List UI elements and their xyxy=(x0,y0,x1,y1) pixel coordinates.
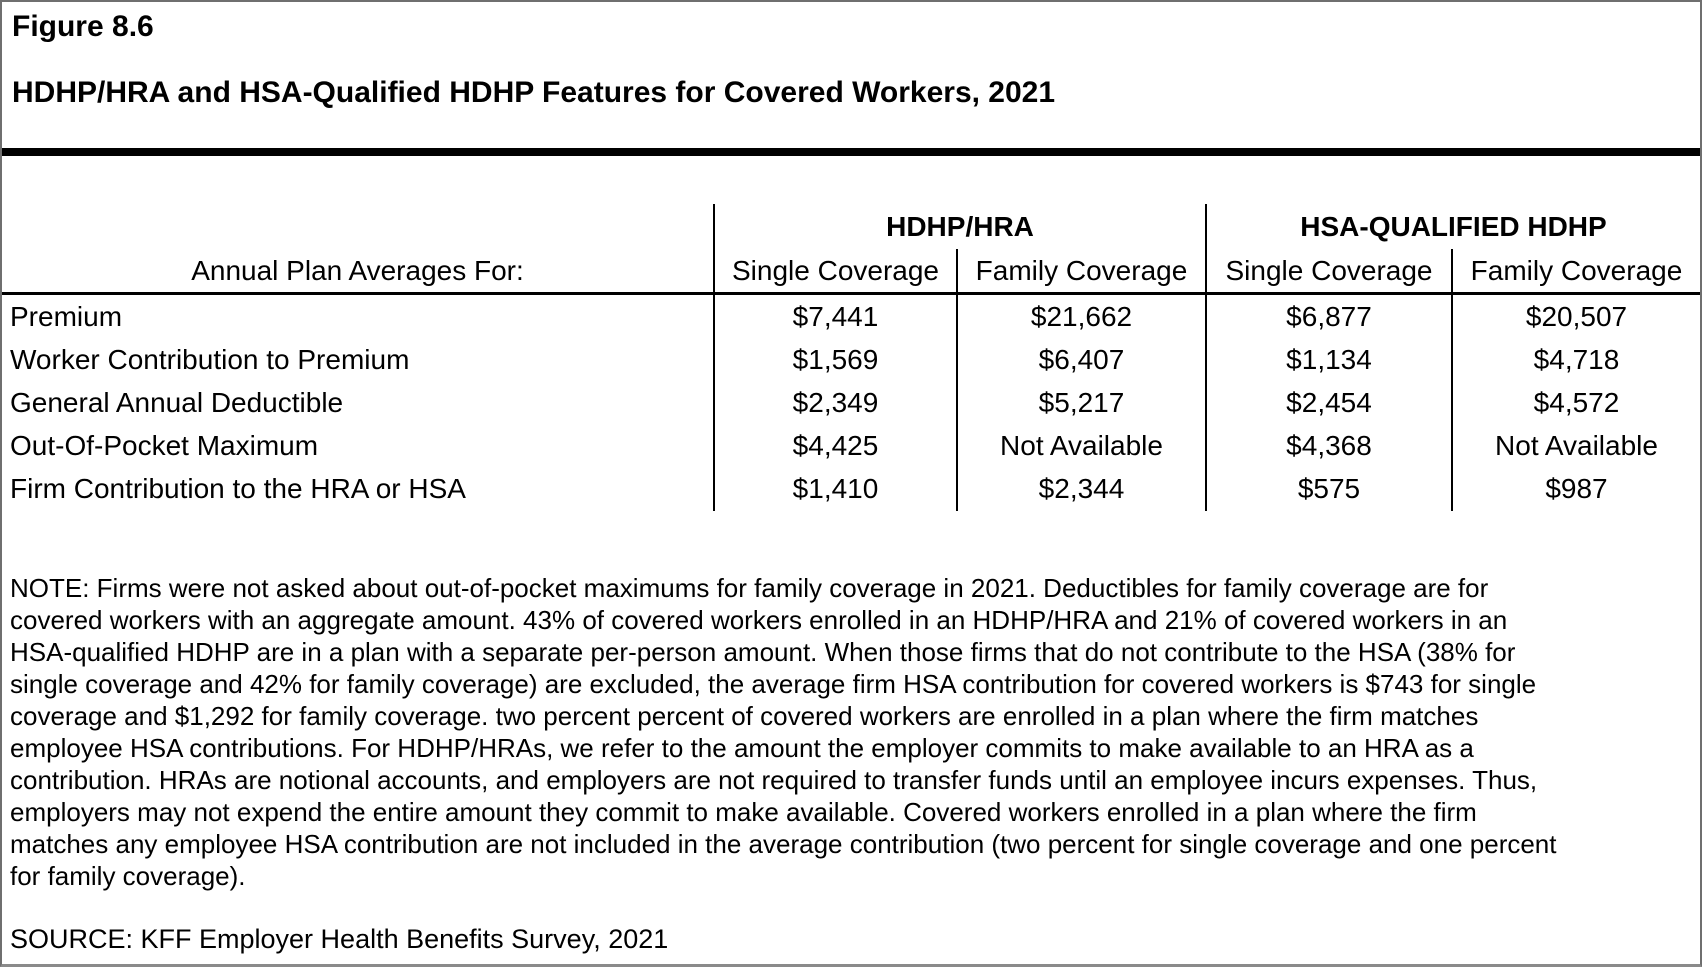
cell-value: $4,368 xyxy=(1205,424,1451,467)
row-header-label: Annual Plan Averages For: xyxy=(2,249,713,295)
cell-value: $5,217 xyxy=(956,381,1205,424)
table-corner-spacer xyxy=(2,204,713,249)
cell-value: $1,134 xyxy=(1205,338,1451,381)
cell-value: $20,507 xyxy=(1451,295,1700,338)
figure-title: HDHP/HRA and HSA-Qualified HDHP Features for Covered Workers, 2021 xyxy=(12,76,1056,109)
cell-value: Not Available xyxy=(1451,424,1700,467)
plan-averages-table xyxy=(2,204,1700,511)
cell-value: $4,718 xyxy=(1451,338,1700,381)
cell-value: $21,662 xyxy=(956,295,1205,338)
figure-note: NOTE: Firms were not asked about out-of-pocket maximums for family coverage in 2021. Deductibles for family coverage are for covered workers with an aggregate amount. 43% of covered workers enrolled in an HDHP/HRA and 21% of covered workers in an HSA-qualified HDHP are in a plan with a separate per-person amount. When those firms that do not contribute to the HSA (38% for single coverage and 42% for family coverage) are excluded, the average firm HSA contribution for covered workers is $743 for single coverage and $1,292 for family coverage. two percent percent of covered workers are enrolled in a plan where the firm matches employee HSA contributions. For HDHP/HRAs, we refer to the amount the employer commits to make available to an HRA as a contribution. HRAs are notional accounts, and employers are not required to transfer funds until an employee incurs expenses. Thus, employers may not expend the entire amount they commit to make available. Covered workers enrolled in a plan where the firm matches any employee HSA contribution are not included in the average contribution (two percent for single coverage and one percent for family coverage). xyxy=(10,573,1557,891)
column-header-hsa-single: Single Coverage xyxy=(1205,249,1451,295)
cell-value: $2,454 xyxy=(1205,381,1451,424)
group-header-hdhp-hra: HDHP/HRA xyxy=(713,204,1205,249)
row-label-worker-contribution: Worker Contribution to Premium xyxy=(10,343,410,375)
column-header-hdhp-family: Family Coverage xyxy=(956,249,1205,295)
cell-value: $987 xyxy=(1451,467,1700,511)
cell-value: $6,407 xyxy=(956,338,1205,381)
cell-value: $575 xyxy=(1205,467,1451,511)
cell-value: $2,344 xyxy=(956,467,1205,511)
cell-value: $1,410 xyxy=(713,467,956,511)
title-divider-rule xyxy=(2,148,1700,156)
figure-number: Figure 8.6 xyxy=(12,10,154,43)
cell-value: $6,877 xyxy=(1205,295,1451,338)
group-header-hsa-qualified-hdhp: HSA-QUALIFIED HDHP xyxy=(1205,204,1700,249)
column-header-hsa-family: Family Coverage xyxy=(1451,249,1700,295)
cell-value: $7,441 xyxy=(713,295,956,338)
cell-value: Not Available xyxy=(956,424,1205,467)
row-label-firm-contribution: Firm Contribution to the HRA or HSA xyxy=(10,473,466,504)
cell-value: $4,572 xyxy=(1451,381,1700,424)
cell-value: $2,349 xyxy=(713,381,956,424)
row-label-premium: Premium xyxy=(10,300,123,332)
cell-value: $4,425 xyxy=(713,424,956,467)
row-label-general-annual-deductible: General Annual Deductible xyxy=(10,386,344,418)
row-label-out-of-pocket-maximum: Out-Of-Pocket Maximum xyxy=(10,429,319,461)
cell-value: $1,569 xyxy=(713,338,956,381)
figure-source: SOURCE: KFF Employer Health Benefits Survey, 2021 xyxy=(10,924,669,954)
column-header-hdhp-single: Single Coverage xyxy=(713,249,956,295)
